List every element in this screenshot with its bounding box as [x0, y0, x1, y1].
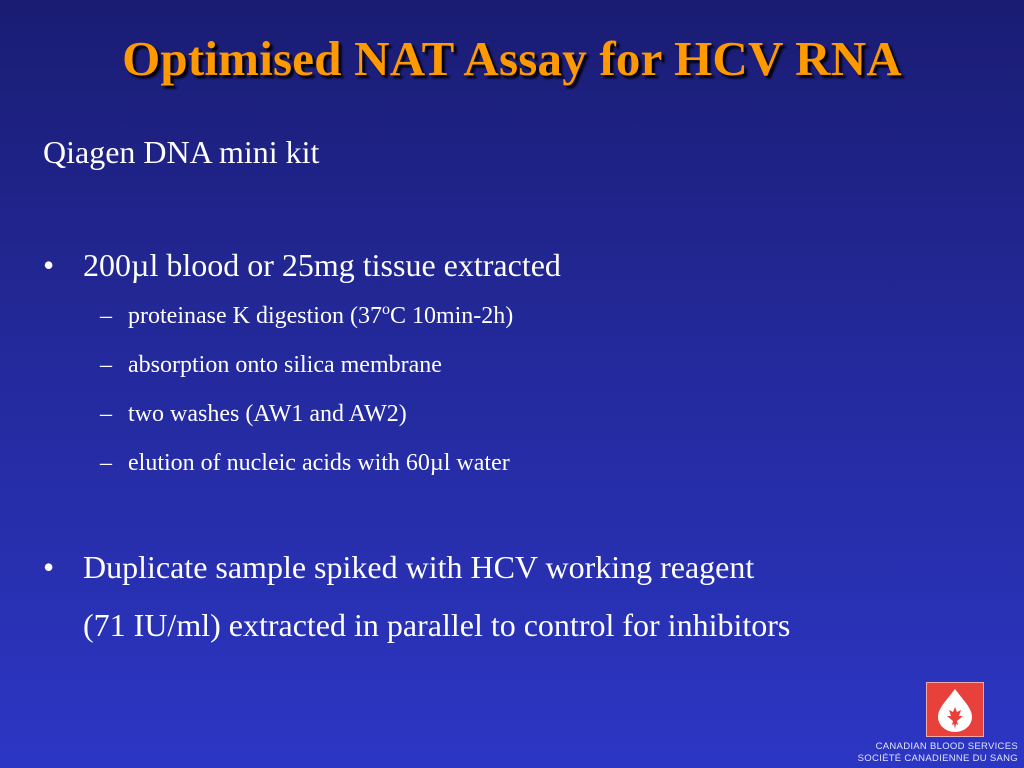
slide-title: Optimised NAT Assay for HCV RNA: [122, 31, 902, 86]
degree-superscript: o: [381, 301, 390, 318]
bullet-duplicate-sample: [43, 548, 790, 645]
bullet-extraction: [43, 246, 561, 284]
organization-name: [858, 741, 1018, 765]
org-name-french: SOCIÉTÉ CANADIENNE DU SANG: [857, 753, 1018, 764]
sub-bullet-marker: –: [100, 450, 112, 476]
sub-bullet-marker: –: [100, 303, 112, 329]
bullet-text: 200µl blood or 25mg tissue extracted: [83, 247, 561, 283]
org-name-english: CANADIAN BLOOD SERVICES: [875, 741, 1018, 752]
bullet-text-line-2: (71 IU/ml) extracted in parallel to control for inhibitors: [83, 607, 791, 644]
blood-drop-maple-leaf-icon: [926, 682, 984, 737]
bullet-text-line-1: Duplicate sample spiked with HCV working reagent: [83, 549, 755, 585]
sub-bullet-washes: [100, 400, 407, 429]
sub-bullet-digestion: [100, 302, 513, 331]
sub-bullet-elution: [100, 449, 510, 478]
sub-bullet-text: proteinase K digestion (37$^o$C 10min-2h): [128, 301, 514, 329]
sub-bullet-marker: –: [100, 352, 112, 378]
bullet-marker: •: [43, 549, 55, 585]
sub-bullet-absorption: [100, 351, 442, 380]
intro-line: Qiagen DNA mini kit: [43, 134, 320, 170]
sub-bullet-marker: –: [100, 401, 112, 427]
sub-bullet-text: two washes (AW1 and AW2): [128, 401, 407, 427]
sub-bullet-text: elution of nucleic acids with 60µl water: [128, 450, 510, 476]
bullet-marker: •: [43, 247, 55, 283]
sub-bullet-text: absorption onto silica membrane: [128, 352, 442, 378]
